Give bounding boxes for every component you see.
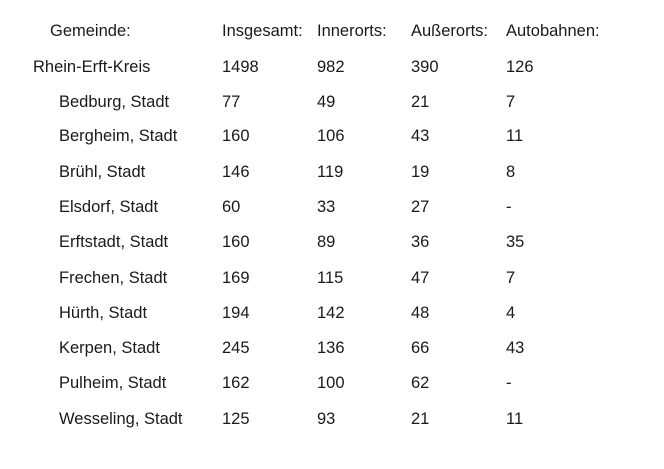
row-autobahnen: 4 bbox=[506, 304, 516, 322]
table-row bbox=[0, 230, 664, 254]
total-name: Rhein-Erft-Kreis bbox=[33, 58, 151, 76]
table-row bbox=[0, 195, 664, 219]
header-gemeinde: Gemeinde: bbox=[50, 22, 131, 40]
row-name: Pulheim, Stadt bbox=[59, 374, 167, 392]
row-ausserorts: 27 bbox=[411, 198, 430, 216]
row-insgesamt: 60 bbox=[222, 198, 241, 216]
row-autobahnen: 35 bbox=[506, 233, 525, 251]
row-autobahnen: 11 bbox=[506, 410, 524, 428]
row-autobahnen: - bbox=[506, 198, 512, 216]
header-ausserorts: Außerorts: bbox=[411, 22, 489, 40]
row-insgesamt: 77 bbox=[222, 93, 241, 111]
header-innerorts: Innerorts: bbox=[317, 22, 387, 40]
row-name: Elsdorf, Stadt bbox=[59, 198, 159, 216]
row-insgesamt: 162 bbox=[222, 374, 250, 392]
row-name: Hürth, Stadt bbox=[59, 304, 148, 322]
row-ausserorts: 66 bbox=[411, 339, 430, 357]
total-row bbox=[0, 55, 664, 79]
table-row bbox=[0, 336, 664, 360]
row-name: Bergheim, Stadt bbox=[59, 127, 178, 145]
row-innerorts: 119 bbox=[317, 163, 344, 181]
row-innerorts: 89 bbox=[317, 233, 336, 251]
row-ausserorts: 48 bbox=[411, 304, 430, 322]
row-innerorts: 49 bbox=[317, 93, 336, 111]
table-row bbox=[0, 160, 664, 184]
table-row bbox=[0, 407, 664, 431]
row-autobahnen: 43 bbox=[506, 339, 525, 357]
row-name: Bedburg, Stadt bbox=[59, 93, 170, 111]
row-name: Erftstadt, Stadt bbox=[59, 233, 169, 251]
table-header-row bbox=[0, 19, 664, 43]
row-name: Frechen, Stadt bbox=[59, 269, 168, 287]
row-insgesamt: 160 bbox=[222, 127, 250, 145]
row-autobahnen: 8 bbox=[506, 163, 516, 181]
row-ausserorts: 36 bbox=[411, 233, 430, 251]
row-insgesamt: 194 bbox=[222, 304, 250, 322]
table-row bbox=[0, 124, 664, 148]
table-row bbox=[0, 371, 664, 395]
total-autobahnen: 126 bbox=[506, 58, 534, 76]
row-innerorts: 136 bbox=[317, 339, 345, 357]
row-autobahnen: 7 bbox=[506, 93, 516, 111]
row-autobahnen: 7 bbox=[506, 269, 516, 287]
header-autobahnen: Autobahnen: bbox=[506, 22, 600, 40]
row-name: Wesseling, Stadt bbox=[59, 410, 183, 428]
row-name: Kerpen, Stadt bbox=[59, 339, 160, 357]
row-insgesamt: 169 bbox=[222, 269, 250, 287]
row-insgesamt: 146 bbox=[222, 163, 250, 181]
table-row bbox=[0, 266, 664, 290]
row-ausserorts: 47 bbox=[411, 269, 430, 287]
row-innerorts: 115 bbox=[317, 269, 344, 287]
row-autobahnen: 11 bbox=[506, 127, 524, 145]
row-innerorts: 33 bbox=[317, 198, 336, 216]
row-name: Brühl, Stadt bbox=[59, 163, 146, 181]
total-insgesamt: 1498 bbox=[222, 58, 259, 76]
row-innerorts: 142 bbox=[317, 304, 345, 322]
row-innerorts: 100 bbox=[317, 374, 345, 392]
table-row bbox=[0, 90, 664, 114]
row-autobahnen: - bbox=[506, 374, 512, 392]
row-ausserorts: 19 bbox=[411, 163, 430, 181]
row-innerorts: 93 bbox=[317, 410, 336, 428]
total-ausserorts: 390 bbox=[411, 58, 439, 76]
table-row bbox=[0, 301, 664, 325]
row-ausserorts: 62 bbox=[411, 374, 430, 392]
row-ausserorts: 43 bbox=[411, 127, 430, 145]
total-innerorts: 982 bbox=[317, 58, 345, 76]
row-innerorts: 106 bbox=[317, 127, 345, 145]
row-ausserorts: 21 bbox=[411, 93, 430, 111]
row-insgesamt: 125 bbox=[222, 410, 250, 428]
header-insgesamt: Insgesamt: bbox=[222, 22, 303, 40]
row-insgesamt: 160 bbox=[222, 233, 250, 251]
row-insgesamt: 245 bbox=[222, 339, 250, 357]
row-ausserorts: 21 bbox=[411, 410, 430, 428]
